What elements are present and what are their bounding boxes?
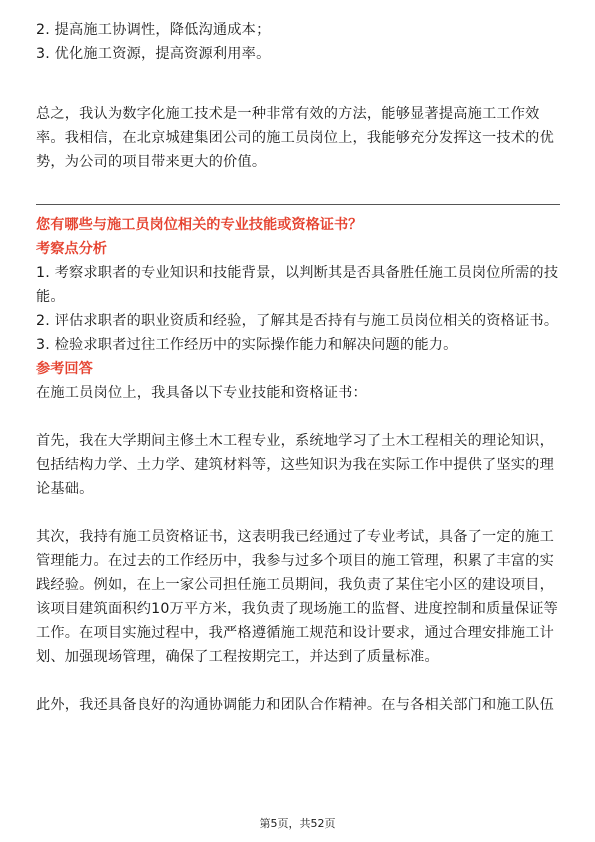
document-body: [36, 18, 560, 174]
answer-line: 划、加强现场管理，确保了工程按期完工，并达到了质量标准。: [36, 649, 439, 665]
answer-line: 包括结构力学、土力学、建筑材料等，这些知识为我在实际工作中提供了坚实的理: [36, 457, 554, 473]
conclusion-line: 总之，我认为数字化施工技术是一种非常有效的方法，能够显著提高施工工作效: [36, 106, 540, 122]
answer-line: 该项目建筑面积约10万平方米，我负责了现场施工的监督、进度控制和质量保证等: [36, 601, 559, 617]
answer-heading: 参考回答: [36, 361, 93, 377]
page-number: 第5页，共52页: [259, 817, 336, 830]
section-divider: [36, 204, 560, 205]
analysis-line: 1. 考察求职者的专业知识和技能背景，以判断其是否具备胜任施工员岗位所需的技: [36, 265, 559, 281]
question-title: 您有哪些与施工员岗位相关的专业技能或资格证书？: [36, 217, 363, 233]
answer-line: 管理能力。在过去的工作经历中，我参与过多个项目的施工管理，积累了丰富的实: [36, 553, 554, 569]
answer-intro: 在施工员岗位上，我具备以下专业技能和资格证书：: [36, 385, 367, 401]
answer-line: 论基础。: [36, 481, 94, 497]
answer-line: 其次，我持有施工员资格证书，这表明我已经通过了专业考试，具备了一定的施工: [36, 529, 554, 545]
answer-line: 践经验。例如，在上一家公司担任施工员期间，我负责了某住宅小区的建设项目，: [36, 577, 554, 593]
analysis-line: 能。: [36, 289, 65, 305]
conclusion-line: 率。我相信，在北京城建集团公司的施工员岗位上，我能够充分发挥这一技术的优: [36, 130, 554, 146]
answer-line: 此外，我还具备良好的沟通协调能力和团队合作精神。在与各相关部门和施工队伍: [36, 697, 554, 713]
analysis-heading: 考察点分析: [36, 241, 107, 257]
question-section: [36, 213, 560, 717]
list-item: 3. 优化施工资源，提高资源利用率。: [36, 46, 271, 62]
analysis-line: 3. 检验求职者过往工作经历中的实际操作能力和解决问题的能力。: [36, 337, 458, 353]
list-item: 2. 提高施工协调性，降低沟通成本；: [36, 22, 271, 38]
answer-line: 首先，我在大学期间主修土木工程专业，系统地学习了土木工程相关的理论知识，: [36, 433, 554, 449]
conclusion-line: 势，为公司的项目带来更大的价值。: [36, 154, 267, 170]
answer-line: 工作。在项目实施过程中，我严格遵循施工规范和设计要求，通过合理安排施工计: [36, 625, 554, 641]
analysis-line: 2. 评估求职者的职业资质和经验，了解其是否持有与施工员岗位相关的资格证书。: [36, 313, 559, 329]
